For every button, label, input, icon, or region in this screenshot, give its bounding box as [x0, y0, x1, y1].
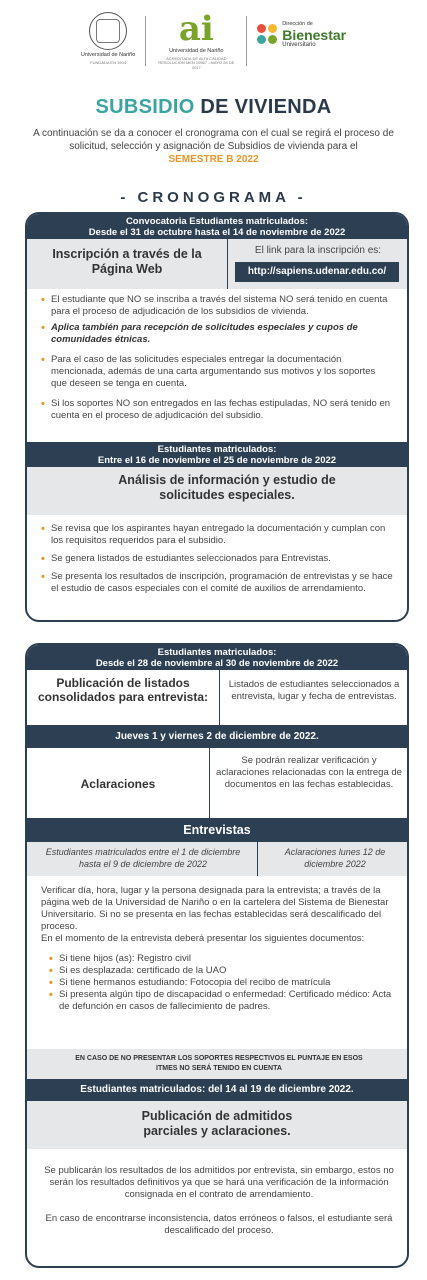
- list-item: • El estudiante que NO se inscriba a través del sistema NO será tenido en cuenta para el proceso de adjudicación de los subsidios de vivienda.: [41, 294, 393, 318]
- section1-bullets: [41, 294, 393, 422]
- list-item: • Aplica también para recepción de solicitudes especiales y cupos de comunidades étnicas.: [41, 322, 393, 346]
- list-item: • Se revisa que los aspirantes hayan entregado la documentación y cumplan con los requisitos requeridos para el subsidio.: [41, 523, 393, 547]
- list-item: • Se presenta los resultados de inscripción, programación de entrevistas y se hace el estudio de casos especiales con el comité de auxilios de arrendamiento.: [41, 571, 393, 595]
- section6-band: Estudiantes matriculados: del 14 al 19 de diciembre 2022.: [27, 1079, 407, 1101]
- udenar-founded: FUNDADA EN 1904: [90, 59, 126, 65]
- section3-left-title: Publicación de listados consolidados para entrevista:: [37, 676, 209, 704]
- section2-band: [27, 442, 407, 467]
- section5-left-italic: Estudiantes matriculados entre el 1 de diciembre hasta el 9 de diciembre de 2022: [45, 847, 241, 869]
- section3-band: [27, 645, 407, 670]
- section6-paragraph1: Se publicarán los resultados de los admitidos por entrevista, sin embargo, estos no serán los resultados definitivos ya que se hará una verificación de la información consignada en el contrato de arrendamiento.: [44, 1165, 394, 1200]
- schedule-card-1: [25, 212, 409, 622]
- section5-band: Entrevistas: [27, 818, 407, 842]
- university-seal-icon: [89, 12, 127, 50]
- section5-divider: [257, 842, 258, 876]
- notice-text: [31, 1054, 407, 1074]
- intro-body: A continuación se da a conocer el cronograma con el cual se regirá el proceso de solicitud, selección y asignación de Subsidios de vivienda para el: [33, 128, 394, 152]
- section1-band-line1: Convocatoria Estudiantes matriculados:: [125, 216, 309, 227]
- list-item: • Si es desplazada: certificado de la UAO: [49, 965, 397, 977]
- bienestar-line3: Universitario: [282, 42, 316, 49]
- list-item: • Para el caso de las solicitudes especiales entregar la documentación mencionada, además de una carta argumentando sus motivos y los soportes que deseen se tenga en cuenta.: [41, 354, 393, 390]
- schedule-card-2: [25, 643, 409, 1268]
- page-title: [0, 96, 427, 119]
- udenar-logo: [81, 12, 135, 65]
- section1-left-title: Inscripción a través de la Página Web: [52, 247, 202, 276]
- section1-band: [27, 214, 407, 239]
- section3-band-line2: Desde el 28 de noviembre al 30 de noviembre de 2022: [95, 658, 339, 669]
- section5-paragraph1: Verificar día, hora, lugar y la persona designada para la entrevista; a través de la página web de la Universidad de Nariño o en la cartelera del Sistema de Bienestar Universitario. Si no se presenta en las fechas establecidas será descalificado del proceso.: [41, 885, 389, 932]
- list-item: • Si los soportes NO son entregados en las fechas estipuladas, NO será tenido en cuenta en el proceso de adjudicación del subsidio.: [41, 398, 393, 422]
- section4-divider: [209, 748, 210, 818]
- registration-link[interactable]: http://sapiens.udenar.edu.co/: [235, 262, 399, 282]
- section6-title: Publicación de admitidos parciales y aclaraciones.: [141, 1109, 293, 1138]
- ai-caption: Universidad de Nariño: [169, 48, 224, 54]
- logo-divider: [145, 16, 146, 66]
- title-part1: SUBSIDIO: [95, 96, 195, 118]
- bienestar-logo: [257, 22, 346, 49]
- list-item: • Se genera listados de estudiantes seleccionados para Entrevistas.: [41, 553, 393, 565]
- section2-band-line2: Entre el 16 de noviembre el 25 de noviembre de 2022: [97, 455, 337, 466]
- section2-band-line1: Estudiantes matriculados:: [157, 444, 277, 455]
- section5-paragraph2: En el momento de la entrevista deberá presentar los siguientes documentos:: [41, 933, 365, 944]
- section5-right-italic: Aclaraciones lunes 12 de diciembre 2022: [284, 847, 386, 869]
- list-item: • Si tiene hermanos estudiando: Fotocopia del recibo de matrícula: [49, 977, 397, 989]
- section1-link-label: El link para la inscripción es:: [254, 245, 382, 256]
- header-logos: [0, 9, 427, 74]
- intro-text: [25, 127, 402, 166]
- list-item: • Si presenta algún tipo de discapacidad o enfermedad: Certificado médico: Acta de defunción en casos de fallecimiento de padres.: [49, 989, 397, 1013]
- section2-title: Análisis de información y estudio de solicitudes especiales.: [118, 473, 336, 502]
- logo-divider: [246, 16, 247, 66]
- bienestar-line1: Dirección de: [282, 21, 313, 27]
- ai-logo-icon: ai: [178, 9, 214, 49]
- bienestar-dots-icon: [257, 24, 279, 46]
- section3-divider: [219, 670, 220, 725]
- semester-label: SEMESTRE B 2022: [168, 154, 259, 165]
- section3-band-line1: Estudiantes matriculados:: [157, 647, 277, 658]
- cronograma-heading: - CRONOGRAMA -: [120, 189, 307, 206]
- ai-accreditation: ACREDITADA DE ALTA CALIDAD RESOLUCIÓN MEN 10567 - MAYO 28 DE 2017: [158, 55, 235, 71]
- notice-line1: EN CASO DE NO PRESENTAR LOS SOPORTES RESPECTIVOS EL PUNTAJE EN ESOS: [75, 1055, 363, 1062]
- section4-right-text: Se podrán realizar verificación y aclaraciones relacionadas con la entrega de documentos en las fechas establecidas.: [216, 755, 402, 790]
- section5-body: [41, 885, 397, 1013]
- section2-bullets: [41, 523, 393, 595]
- ai-logo: [156, 9, 236, 71]
- list-item: • Si tiene hijos (as): Registro civil: [49, 953, 397, 965]
- section3-right-text: Listados de estudiantes seleccionados a entrevista, lugar y fecha de entrevistas.: [228, 679, 400, 702]
- notice-line2: ITMES NO SERÁ TENIDO EN CUENTA: [156, 1065, 282, 1072]
- documents-list: [49, 953, 397, 1013]
- section1-band-line2: Desde el 31 de octubre hasta el 14 de noviembre de 2022: [88, 227, 346, 238]
- section4-band: Jueves 1 y viernes 2 de diciembre de 2022.: [27, 725, 407, 748]
- udenar-caption: Universidad de Nariño: [80, 52, 136, 58]
- title-part2: DE VIVIENDA: [200, 96, 332, 118]
- section6-paragraph2: En caso de encontrarse inconsistencia, datos erróneos o falsos, el estudiante será descalificado del proceso.: [45, 1213, 393, 1236]
- section1-divider: [227, 239, 228, 289]
- section4-left-title: Aclaraciones: [80, 777, 156, 791]
- bienestar-line2: Bienestar: [282, 26, 347, 43]
